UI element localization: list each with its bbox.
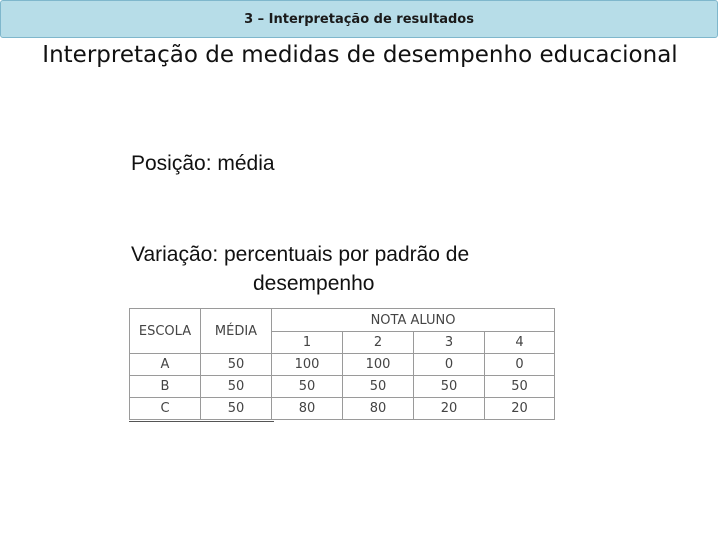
table-cell: 50	[201, 354, 272, 376]
subheader-cell: 4	[485, 332, 555, 354]
table-cell: C	[130, 398, 201, 420]
table-cell: 50	[272, 376, 343, 398]
header-school: ESCOLA	[130, 309, 201, 354]
table-cell: 50	[201, 376, 272, 398]
table-cell: 50	[414, 376, 485, 398]
bullet-variation-line1: Variação: percentuais por padrão de	[131, 243, 470, 266]
results-table	[129, 308, 555, 420]
table-cell: 80	[272, 398, 343, 420]
subheader-cell: 2	[343, 332, 414, 354]
table-row	[130, 354, 555, 376]
table-row	[130, 376, 555, 398]
page-title: Interpretação de medidas de desempenho educacional	[42, 42, 678, 68]
table-cell: 50	[485, 376, 555, 398]
table-cell: 100	[343, 354, 414, 376]
bullet-position: Posição: média	[131, 152, 275, 175]
subheader-cell: 1	[272, 332, 343, 354]
bullet-variation-line2: desempenho	[253, 272, 375, 295]
section-title: 3 – Interpretação de resultados	[244, 11, 474, 27]
subheader-cell: 3	[414, 332, 485, 354]
table-cell: 100	[272, 354, 343, 376]
bullet-variation	[131, 240, 469, 298]
header-student-score: NOTA ALUNO	[272, 309, 555, 332]
table-cell: 20	[485, 398, 555, 420]
table-cell: B	[130, 376, 201, 398]
section-banner	[0, 0, 718, 38]
header-mean: MÉDIA	[201, 309, 272, 354]
table-cell: 0	[414, 354, 485, 376]
table-header-row	[130, 309, 555, 332]
table-cell: 0	[485, 354, 555, 376]
table-cell: 50	[343, 376, 414, 398]
table-cell: 50	[201, 398, 272, 420]
table-cell: A	[130, 354, 201, 376]
table-cell: 20	[414, 398, 485, 420]
table-cell: 80	[343, 398, 414, 420]
table-row	[130, 398, 555, 420]
table-underline	[129, 421, 274, 422]
